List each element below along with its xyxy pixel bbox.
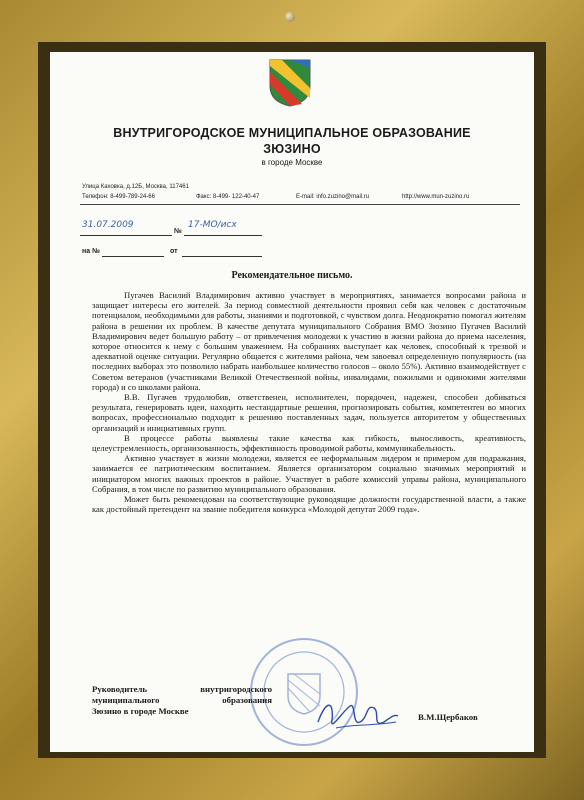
reference-number-label: на №	[82, 248, 100, 255]
org-fax: Факс: 8-499- 122-40-47	[196, 194, 260, 200]
reference-from-line	[182, 256, 262, 257]
signatory-position-line2: муниципального образования	[92, 695, 272, 705]
org-city: в городе Москве	[261, 158, 323, 167]
letterhead-divider	[80, 204, 520, 205]
letter-title: Рекомендательное письмо.	[231, 270, 353, 281]
signatory-position	[92, 684, 272, 717]
nail-icon	[285, 12, 295, 22]
letter-body	[92, 290, 526, 514]
org-website[interactable]: http://www.mun-zuzino.ru	[402, 194, 470, 200]
org-phone: Телефон: 8-499-789-24-66	[82, 194, 155, 200]
reference-number-line	[102, 256, 164, 257]
org-address: Улица Каховка, д.12Б, Москва, 117461	[82, 184, 189, 190]
reference-from-label: от	[170, 248, 178, 255]
signatory-name: В.М.Щербаков	[418, 712, 478, 722]
signatory-position-line3: Зюзино в городе Москве	[92, 706, 189, 716]
org-name-line1: ВНУТРИГОРОДСКОЕ МУНИЦИПАЛЬНОЕ ОБРАЗОВАНИЕ	[113, 126, 471, 140]
date-underline	[80, 235, 172, 236]
letter-paragraph: Пугачев Василий Владимирович активно участвует в мероприятиях, занимается вопросами района и защищает интересы его жителей. За период совместной деятельности проявил себя как человек с достаточным потенциалом, необходимыми для работы, знаниями и подготовкой, с чувством долга. Неоднократно помогал жителям района в решении их проблем. В качестве депутата муниципального Собрания ВМО Зюзино Пугачев Василий Владимирович ведет большую работу – от привлечения молодежи к участию в жизни района до приема населения, которое относится к нему с большим уважением. На собраниях выступает как человек, способный к трезвой и адекватной оценке ситуации. Регулярно общается с жителями района, чем завоевал определенную популярность (на последних выборах это позволило набрать наибольшее количество голосов – около 55%). Активно взаимодействует с Советом ветеранов (участниками Великой Отечественной войны, инвалидами, пожилыми и одинокими жителями города) и со школами района.	[92, 290, 526, 392]
signatory-position-line1: Руководитель внутригородского	[92, 684, 272, 694]
coat-of-arms-icon	[268, 58, 312, 108]
letter-sheet	[50, 52, 534, 752]
letter-paragraph: Активно участвует в жизни молодежи, является ее неформальным лидером и примером для подражания, занимается ее патриотическим воспитанием. Является организатором социально значимых мероприятий и инициатором многих важных проектов в районе. Участвует в работе комиссий управы района, муниципального Собрания, в том числе по развитию муниципального образования.	[92, 453, 526, 494]
letter-paragraph: В.В. Пугачев трудолюбив, ответственен, исполнителен, порядочен, надежен, способен добиваться результата, генерировать идеи, находить нестандартные решения, прогнозировать события, компетентен во многих вопросах, профессионально подходит к решению поставленных задач, пользуется авторитетом у общественных организаций и инициативных групп.	[92, 392, 526, 433]
letter-paragraph: В процессе работы выявлены такие качества как гибкость, выносливость, креативность, целеустремленность, организованность, эффективность проводимой работы, коммуникабельность.	[92, 432, 526, 454]
number-underline	[184, 235, 262, 236]
org-name-line2: ЗЮЗИНО	[263, 142, 321, 156]
letter-paragraph: Может быть рекомендован на соответствующие руководящие должности государственной власти, а также как достойный претендент на звание победителя конкурса «Молодой депутат 2009 года».	[92, 494, 526, 515]
outgoing-date: 31.07.2009	[82, 220, 134, 230]
org-email: E-mail: info.zuzino@mail.ru	[296, 194, 370, 200]
outgoing-number-label: №	[174, 228, 182, 235]
handwritten-signature-icon	[312, 692, 402, 736]
outgoing-number: 17-МО/исх	[188, 220, 237, 230]
